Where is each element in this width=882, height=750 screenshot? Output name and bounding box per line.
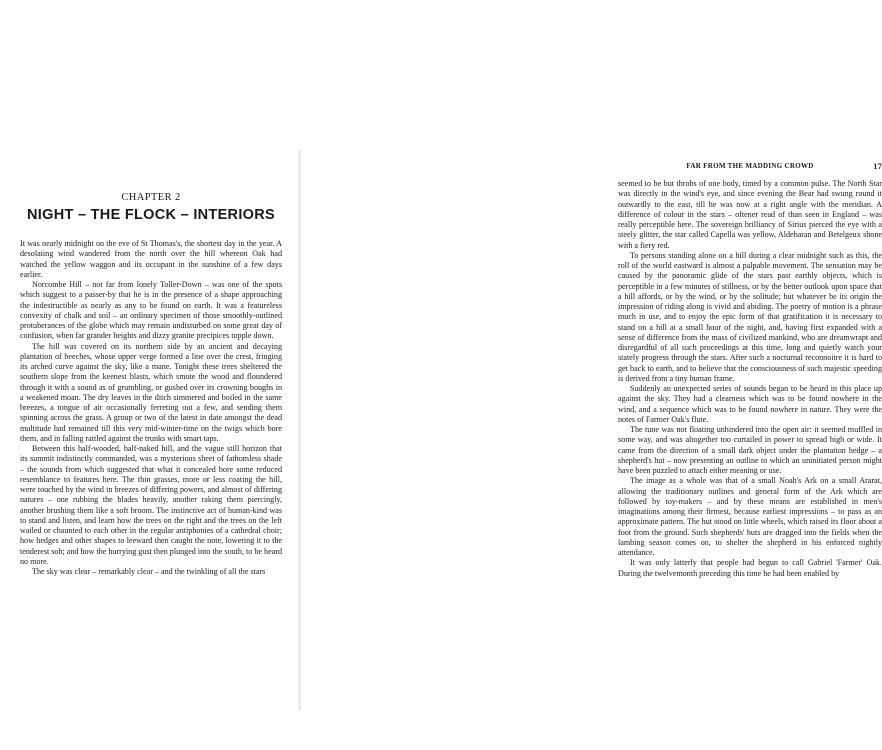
- paragraph: It was only latterly that people had begun to call Gabriel 'Farmer' Oak. During the twelvemonth preceding this time he had been enabled by: [618, 558, 882, 578]
- paragraph: To persons standing alone on a hill during a clear midnight such as this, the roll of the world eastward is almost a palpable movement. The sensation may be caused by the panoramic glide of the stars past earthly objects, which is perceptible in a few minutes of stillness, or by the better outlook upon space that a hill affords, or by the wind, or by the solitude; but whatever be its origin the impression of riding along is vivid and abiding. The poetry of motion is a phrase much in use, and to enjoy the epic form of that gratification it is necessary to stand on a hill at a small hour of the night, and, having first expanded with a sense of difference from the mass of civilized mankind, who are dreamwrapt and disregardful of all such proceedings at this time, long and quietly watch your stately progress through the stars. After such a nocturnal reconnoitre it is hard to get back to earth, and to believe that the consciousness of such majestic speeding is derived from a tiny human frame.: [618, 250, 882, 383]
- right-page: [300, 0, 882, 750]
- paragraph: seemed to be but throbs of one body, timed by a common pulse. The North Star was directly in the wind's eye, and since evening the Bear had swung round it outwardly to the east, till he was now at a right angle with the meridian. A difference of colour in the stars – oftener read of than seen in England – was really perceptible here. The sovereign brilliancy of Sirius pierced the eye with a steely glitter, the star called Capella was yellow, Aldebaran and Betelgeux shone with a fiery red.: [618, 179, 882, 250]
- paragraph: It was nearly midnight on the eve of St Thomas's, the shortest day in the year. A desolating wind wandered from the north over the hill whereon Oak had watched the yellow waggon and its occupant in the sunshine of a few days earlier.: [20, 239, 282, 279]
- left-page-text: [20, 239, 282, 577]
- paragraph: The image as a whole was that of a small Noah's Ark on a small Ararat, allowing the traditionary outlines and general form of the Ark which are followed by toy-makers – and by these means are established in men's imaginations among their firmest, because earliest impressions – to pass as an approximate pattern. The hut stood on little wheels, which raised its floor about a foot from the ground. Such shepherds' huts are dragged into the fields when the lambing season comes on, to shelter the shepherd in his enforced nightly attendance.: [618, 476, 882, 557]
- paragraph: The tune was not floating unhindered into the open air: it seemed muffled in some way, and was altogether too curtailed in power to spread high or wide. It came from the direction of a small dark object under the plantation hedge – a shepherd's hut – now presenting an outline to which an uninitiated person might have been puzzled to attach either meaning or use.: [618, 425, 882, 475]
- paragraph: Norcombe Hill – not far from lonely Toller-Down – was one of the spots which suggest to a passer-by that he is in the presence of a shape approaching the indestructible as nearly as any to be found on earth. It was a featureless convexity of chalk and soil – an ordinary specimen of those smoothly-outlined protuberances of the globe which may remain undisturbed on some great day of confusion, when far grander heights and dizzy granite precipices topple down.: [20, 280, 282, 341]
- paragraph: Between this half-wooded, half-naked hill, and the vague still horizon that its summit indistinctly commanded, was a mysterious sheet of fathomless shade – the sounds from which suggested that what it concealed bore some reduced resemblance to features here. The thin grasses, more or less coating the hill, were touched by the wind in breezes of differing powers, and almost of differing natures – one rubbing the blades heavily, another raking them piercingly, another brushing them like a soft broom. The instinctive act of human-kind was to stand and listen, and learn how the trees on the right and the trees on the left wailed or chaunted to each other in the regular antiphonies of a cathedral choir; how hedges and other shapes to leeward then caught the note, lowering it to the tenderest sob; and how the hurrying gust then plunged into the south, to be heard no more.: [20, 444, 282, 566]
- running-head: [618, 162, 882, 174]
- running-head-title: FAR FROM THE MADDING CROWD: [686, 162, 814, 170]
- left-page: [0, 0, 300, 750]
- paragraph: The hill was covered on its northern side by an ancient and decaying plantation of beeches, whose upper verge formed a line over the crest, fringing its arched curve against the sky, like a mane. Tonight these trees sheltered the southern slope from the keenest blasts, which smote the wood and floundered through it with a sound as of grumbling, or gushed over its crowning boughs in a weakened moan. The dry leaves in the ditch simmered and boiled in the same breezes, a tongue of air occasionally ferreting out a few, and sending them spinning across the grass. A group or two of the latest in date amongst the dead multitude had remained till this very mid-winter-time on the twigs which bore them, and in falling rattled against the trunks with smart taps.: [20, 341, 282, 443]
- chapter-number: CHAPTER 2: [121, 192, 181, 203]
- right-page-text: [618, 179, 882, 579]
- paragraph: Suddenly an unexpected series of sounds began to be heard in this place up against the sky. They had a clearness which was to be found nowhere in the wind, and a sequence which was to be found nowhere in nature. They were the notes of Farmer Oak's flute.: [618, 384, 882, 424]
- chapter-title: NIGHT – THE FLOCK – INTERIORS: [27, 207, 275, 223]
- page-number: 17: [873, 162, 882, 171]
- paragraph: The sky was clear – remarkably clear – and the twinkling of all the stars: [32, 567, 266, 576]
